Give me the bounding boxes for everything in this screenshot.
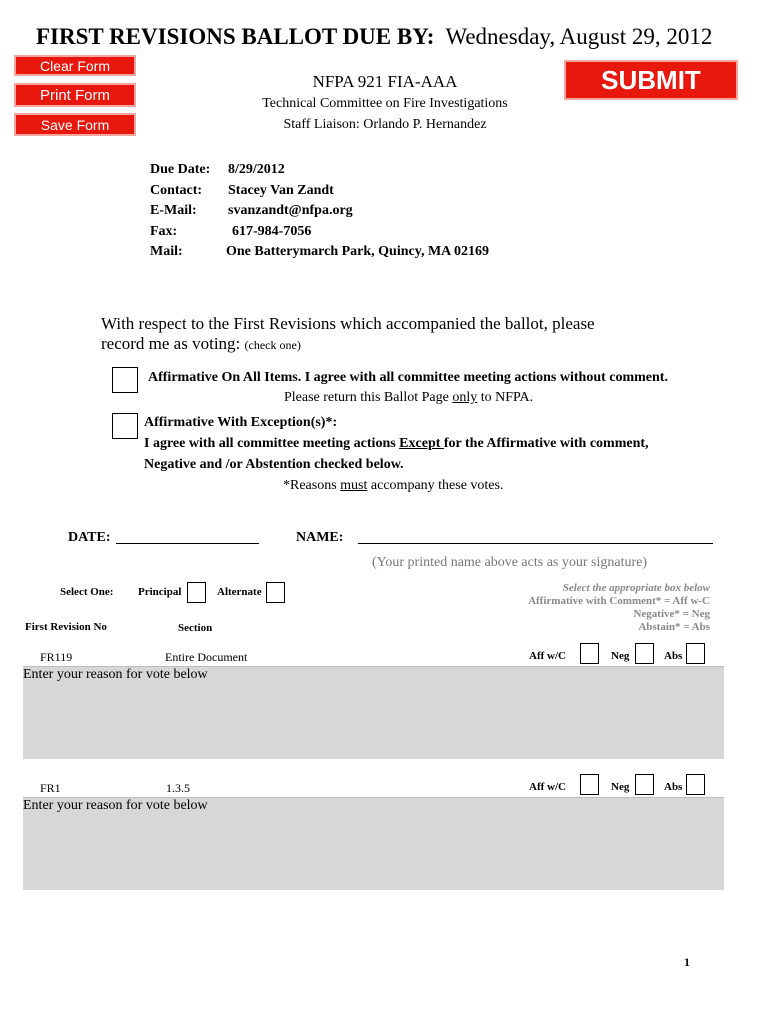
due-date-label: Due Date:	[150, 162, 211, 177]
date-label: DATE:	[68, 530, 111, 545]
exceptions-line-1	[144, 436, 649, 452]
mail-value: One Batterymarch Park, Quincy, MA 02169	[226, 244, 489, 259]
reasons-note	[283, 478, 503, 494]
item-1-abs-label: Abs	[664, 650, 683, 662]
item-1-neg-label: Neg	[611, 650, 630, 662]
intro-line-2	[101, 334, 661, 355]
item-1-reason-placeholder: Enter your reason for vote below	[23, 667, 208, 682]
affirmative-all-text: Affirmative On All Items. I agree with all committee meeting actions without comment.	[148, 370, 668, 385]
reasons-a: *Reasons	[283, 478, 341, 493]
print-form-button[interactable]: Print Form	[14, 83, 136, 107]
vote-legend	[528, 582, 710, 634]
email-value: svanzandt@nfpa.org	[228, 203, 353, 218]
committee-name: Technical Committee on Fire Investigations	[262, 96, 508, 111]
legend-line-4: Abstain* = Abs	[638, 621, 710, 633]
item-1-aff-checkbox[interactable]	[580, 643, 599, 664]
name-label: NAME:	[296, 530, 344, 545]
item-2-abs-checkbox[interactable]	[686, 774, 705, 795]
intro-line-1: With respect to the First Revisions which accompanied the ballot, please	[101, 314, 595, 333]
contact-label: Contact:	[150, 182, 203, 198]
item-2-aff-label: Aff w/C	[529, 781, 566, 793]
staff-liaison: Staff Liaison: Orlando P. Hernandez	[283, 117, 487, 132]
legend-line-2: Affirmative with Comment* = Aff w-C	[528, 595, 710, 607]
affirmative-all-checkbox[interactable]	[112, 367, 138, 393]
col-section-header: Section	[178, 622, 213, 634]
contact-value: Stacey Van Zandt	[228, 182, 334, 198]
email-label: E-Mail:	[150, 203, 197, 218]
affirmative-exceptions-checkbox[interactable]	[112, 413, 138, 439]
item-2-aff-checkbox[interactable]	[580, 774, 599, 795]
item-1-abs-checkbox[interactable]	[686, 643, 705, 664]
exceptions-line-1a: I agree with all committee meeting actions	[144, 436, 400, 451]
note-part-1: Please return this Ballot Page	[284, 390, 453, 405]
voting-instructions	[101, 314, 661, 355]
page-number: 1	[684, 955, 690, 969]
ballot-title	[36, 24, 712, 50]
email-row	[150, 201, 489, 222]
date-input[interactable]	[116, 543, 259, 544]
principal-checkbox[interactable]	[187, 582, 206, 603]
col-revision-header: First Revision No	[25, 621, 107, 633]
check-one-note: (check one)	[244, 338, 301, 352]
item-2-section: 1.3.5	[166, 781, 190, 795]
item-2-reason-field[interactable]	[23, 797, 724, 890]
mail-row	[150, 242, 489, 263]
note-only: only	[452, 390, 478, 405]
contact-block	[150, 160, 489, 263]
clear-form-button[interactable]: Clear Form	[14, 55, 136, 76]
item-2-revision: FR1	[40, 781, 61, 795]
save-form-button[interactable]: Save Form	[14, 113, 136, 136]
note-part-2: to NFPA.	[477, 390, 534, 405]
committee-code: NFPA 921 FIA-AAA	[312, 72, 458, 91]
item-2-neg-label: Neg	[611, 781, 630, 793]
name-input[interactable]	[358, 543, 713, 544]
fax-value: 617-984-7056	[232, 223, 312, 239]
fax-row	[150, 222, 489, 243]
item-1-neg-checkbox[interactable]	[635, 643, 654, 664]
affirmative-exceptions-title: Affirmative With Exception(s)*:	[144, 415, 338, 430]
intro-line-2-text: record me as voting:	[101, 334, 245, 353]
item-2-abs-label: Abs	[664, 781, 683, 793]
item-1-section: Entire Document	[165, 650, 248, 664]
item-2-neg-checkbox[interactable]	[635, 774, 654, 795]
due-date-value: 8/29/2012	[228, 162, 285, 177]
legend-line-3: Negative* = Neg	[633, 608, 710, 620]
exceptions-line-2: Negative and /or Abstention checked below.	[144, 457, 404, 472]
fax-label: Fax:	[150, 223, 178, 239]
submit-button[interactable]: SUBMIT	[564, 60, 738, 100]
ballot-title-label: FIRST REVISIONS BALLOT DUE BY:	[36, 24, 435, 49]
due-date-row	[150, 160, 489, 181]
item-1-reason-field[interactable]	[23, 666, 724, 759]
reasons-b: accompany these votes.	[367, 478, 504, 493]
exceptions-line-1b: for the Affirmative with comment,	[443, 436, 649, 451]
alternate-label: Alternate	[217, 586, 262, 598]
mail-label: Mail:	[150, 244, 183, 259]
ballot-due-date: Wednesday, August 29, 2012	[445, 24, 713, 49]
principal-label: Principal	[138, 586, 182, 598]
alternate-checkbox[interactable]	[266, 582, 285, 603]
exceptions-except: Except	[399, 436, 444, 451]
reasons-must: must	[340, 478, 368, 493]
signature-note: (Your printed name above acts as your signature)	[372, 555, 648, 570]
item-1-revision: FR119	[40, 650, 73, 664]
contact-row	[150, 181, 489, 202]
item-2-reason-placeholder: Enter your reason for vote below	[23, 798, 208, 813]
item-1-aff-label: Aff w/C	[529, 650, 566, 662]
legend-line-1: Select the appropriate box below	[562, 582, 710, 594]
affirmative-all-note	[284, 390, 533, 406]
select-one-label: Select One:	[60, 586, 114, 598]
